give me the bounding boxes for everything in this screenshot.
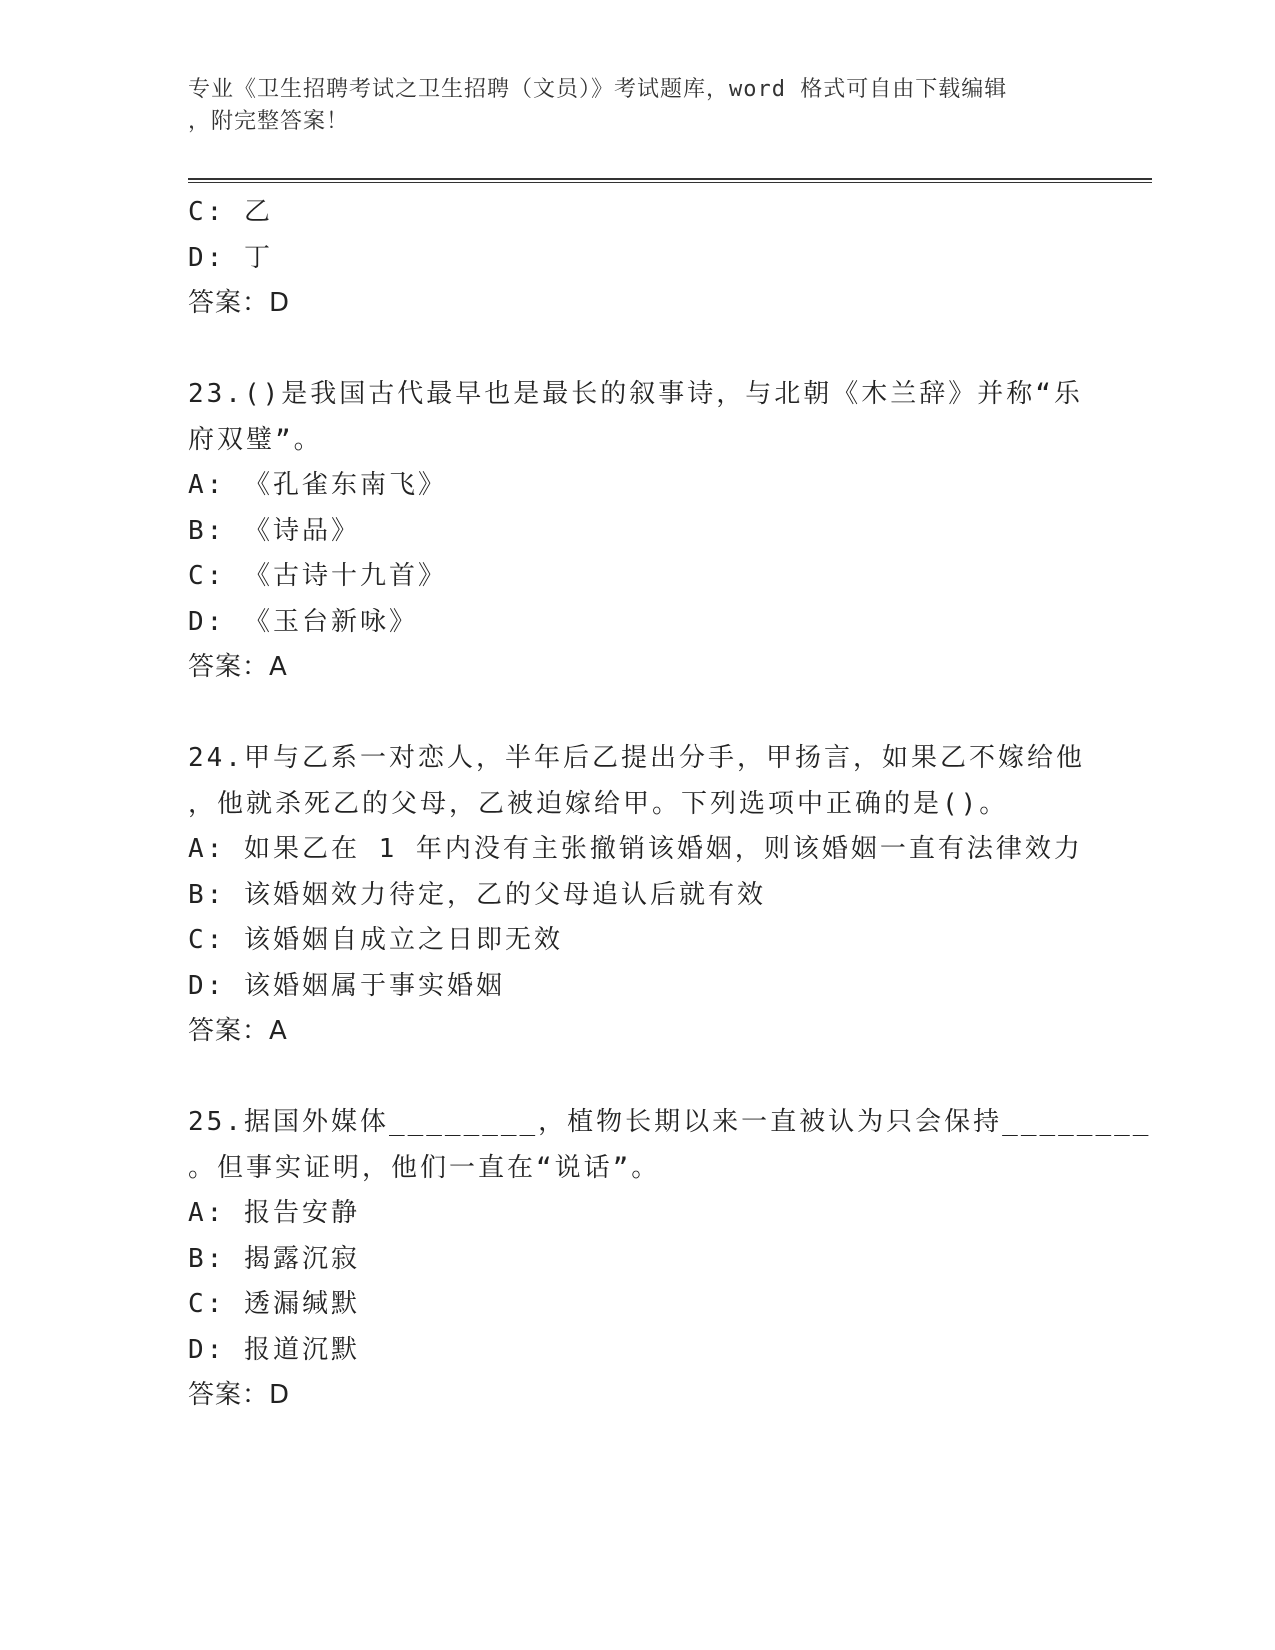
question-text: 23.()是我国古代最早也是最长的叙事诗，与北朝《木兰辞》并称“乐: [188, 379, 1083, 409]
question-text: 24.甲与乙系一对恋人，半年后乙提出分手，甲扬言，如果乙不嫁给他: [188, 743, 1085, 773]
question-text: ，他就杀死乙的父母，乙被迫嫁给甲。下列选项中正确的是()。: [188, 788, 1009, 819]
answer-line: 答案：D: [188, 288, 291, 318]
header-line-2: ，附完整答案！: [188, 109, 350, 134]
question-text: 。但事实证明，他们一直在“说话”。: [188, 1152, 661, 1183]
option-c: C: 透漏缄默: [188, 1289, 360, 1319]
question-text: 25.据国外媒体________，植物长期以来一直被认为只会保持________: [188, 1107, 1152, 1137]
document-header: [188, 74, 1068, 138]
question-text: 府双璧”。: [188, 424, 323, 455]
option-c: C: 该婚姻自成立之日即无效: [188, 925, 563, 955]
question-23: [188, 372, 1088, 691]
answer-line: 答案：A: [188, 1016, 288, 1046]
option-b: B: 揭露沉寂: [188, 1243, 360, 1274]
question-fragment: [188, 190, 1088, 327]
option-d: D: 丁: [188, 242, 273, 273]
option-d: D: 该婚姻属于事实婚姻: [188, 970, 505, 1001]
option-d: D: 报道沉默: [188, 1334, 360, 1365]
header-line-1: 专业《卫生招聘考试之卫生招聘（文员）》考试题库，word 格式可自由下载编辑: [188, 77, 1008, 102]
option-a: A: 如果乙在 1 年内没有主张撤销该婚姻，则该婚姻一直有法律效力: [188, 834, 1083, 864]
option-b: B: 《诗品》: [188, 515, 360, 546]
option-c: C: 乙: [188, 197, 273, 227]
answer-line: 答案：D: [188, 1380, 291, 1410]
answer-line: 答案：A: [188, 652, 288, 682]
header-divider-thin: [188, 182, 1152, 183]
option-c: C: 《古诗十九首》: [188, 561, 447, 591]
option-a: A: 《孔雀东南飞》: [188, 470, 447, 500]
header-divider: [188, 178, 1152, 180]
question-25: [188, 1100, 1152, 1419]
option-d: D: 《玉台新咏》: [188, 606, 418, 637]
question-24: [188, 736, 1088, 1055]
question-list: [188, 190, 1152, 1419]
option-b: B: 该婚姻效力待定，乙的父母追认后就有效: [188, 879, 766, 910]
option-a: A: 报告安静: [188, 1198, 360, 1228]
